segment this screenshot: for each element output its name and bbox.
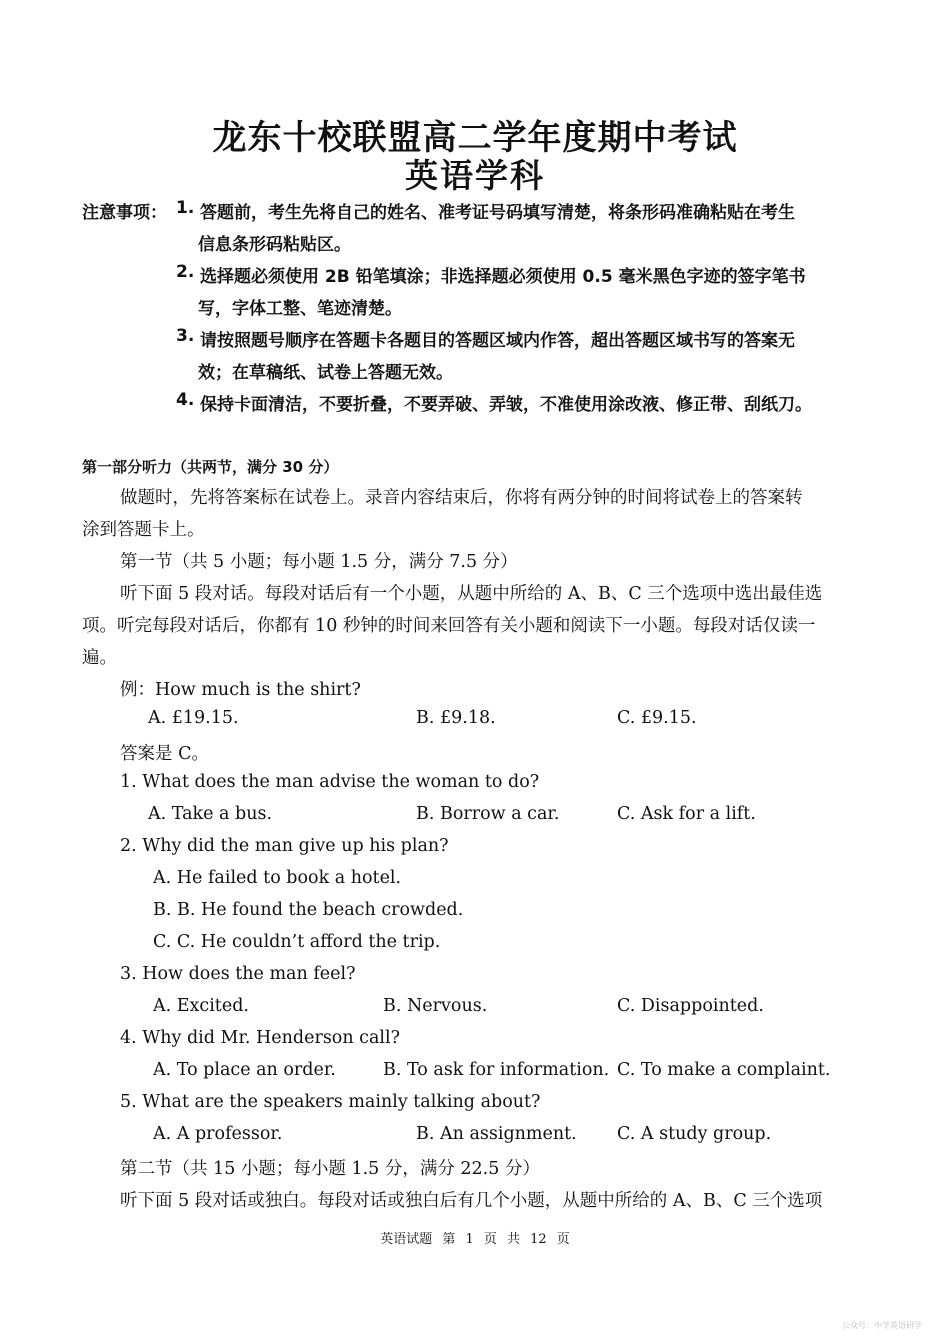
q5-option-b: B. An assignment. [416,1124,577,1144]
page-footer: 英语试题 第 1 页 共 12 页 [380,1232,570,1247]
section1-instr-line3: 遍。 [82,648,117,668]
question-4: 4. Why did Mr. Henderson call? [120,1028,400,1048]
question-5: 5. What are the speakers mainly talking about? [120,1092,541,1112]
notice-label: 注意事项： [82,203,167,223]
part1-intro-line2: 涂到答题卡上。 [82,520,205,540]
part1-intro-line1: 做题时，先将答案标在试卷上。录音内容结束后，你将有两分钟的时间将试卷上的答案转 [120,488,803,508]
question-2: 2. Why did the man give up his plan? [120,836,449,856]
q5-option-c: C. A study group. [617,1124,772,1144]
notice-item-2-line1: 选择题必须使用 2B 铅笔填涂；非选择题必须使用 0.5 毫米黑色字迹的签字笔书 [200,267,806,287]
notice-item-4-line1: 保持卡面清洁，不要折叠，不要弄破、弄皱，不准使用涂改液、修正带、刮纸刀。 [200,395,812,415]
example-option-a: A. £19.15. [148,708,239,728]
q1-option-c: C. Ask for a lift. [617,804,756,824]
q3-option-c: C. Disappointed. [617,996,764,1016]
q2-option-c: C. C. He couldn’t afford the trip. [153,932,441,952]
section2-instr-line1: 听下面 5 段对话或独白。每段对话或独白后有几个小题，从题中所给的 A、B、C 三个选项 [120,1191,823,1211]
notice-item-3-line1: 请按照题号顺序在答题卡各题目的答题区域内作答，超出答题区域书写的答案无 [200,331,795,351]
notice-item-2-line2: 写，字体工整、笔迹清楚。 [198,299,402,319]
notice-item-1-line2: 信息条形码粘贴区。 [198,235,351,255]
q4-option-a: A. To place an order. [153,1060,336,1080]
question-3: 3. How does the man feel? [120,964,356,984]
q3-option-b: B. Nervous. [383,996,488,1016]
q1-option-b: B. Borrow a car. [416,804,560,824]
part1-heading: 第一部分听力（共两节，满分 30 分） [82,458,339,476]
notice-item-3-num: 3. [176,326,195,346]
section1-heading: 第一节（共 5 小题；每小题 1.5 分，满分 7.5 分） [120,552,518,572]
example-question: 例：How much is the shirt? [120,680,361,700]
example-option-c: C. £9.15. [617,708,697,728]
q2-option-a: A. He failed to book a hotel. [153,868,402,888]
example-option-b: B. £9.18. [416,708,496,728]
q4-option-b: B. To ask for information. [383,1060,610,1080]
q1-option-a: A. Take a bus. [148,804,273,824]
exam-title: 龙东十校联盟高二学年度期中考试 [212,118,738,158]
section2-heading: 第二节（共 15 小题；每小题 1.5 分，满分 22.5 分） [120,1159,540,1179]
notice-item-1-num: 1. [176,198,195,218]
watermark: 公众号：中学英语研学 [842,1321,922,1330]
example-answer: 答案是 C。 [120,744,209,764]
exam-subject: 英语学科 [405,156,545,195]
q5-option-a: A. A professor. [153,1124,283,1144]
q3-option-a: A. Excited. [153,996,249,1016]
notice-item-4-num: 4. [176,390,195,410]
section1-instr-line2: 项。听完每段对话后，你都有 10 秒钟的时间来回答有关小题和阅读下一小题。每段对话仅读一 [82,616,816,636]
notice-item-1-line1: 答题前，考生先将自己的姓名、准考证号码填写清楚，将条形码准确粘贴在考生 [200,203,795,223]
notice-item-2-num: 2. [176,262,195,282]
q2-option-b: B. B. He found the beach crowded. [153,900,464,920]
section1-instr-line1: 听下面 5 段对话。每段对话后有一个小题，从题中所给的 A、B、C 三个选项中选出最佳选 [120,584,823,604]
notice-item-3-line2: 效；在草稿纸、试卷上答题无效。 [198,363,453,383]
question-1: 1. What does the man advise the woman to do? [120,772,540,792]
q4-option-c: C. To make a complaint. [617,1060,831,1080]
